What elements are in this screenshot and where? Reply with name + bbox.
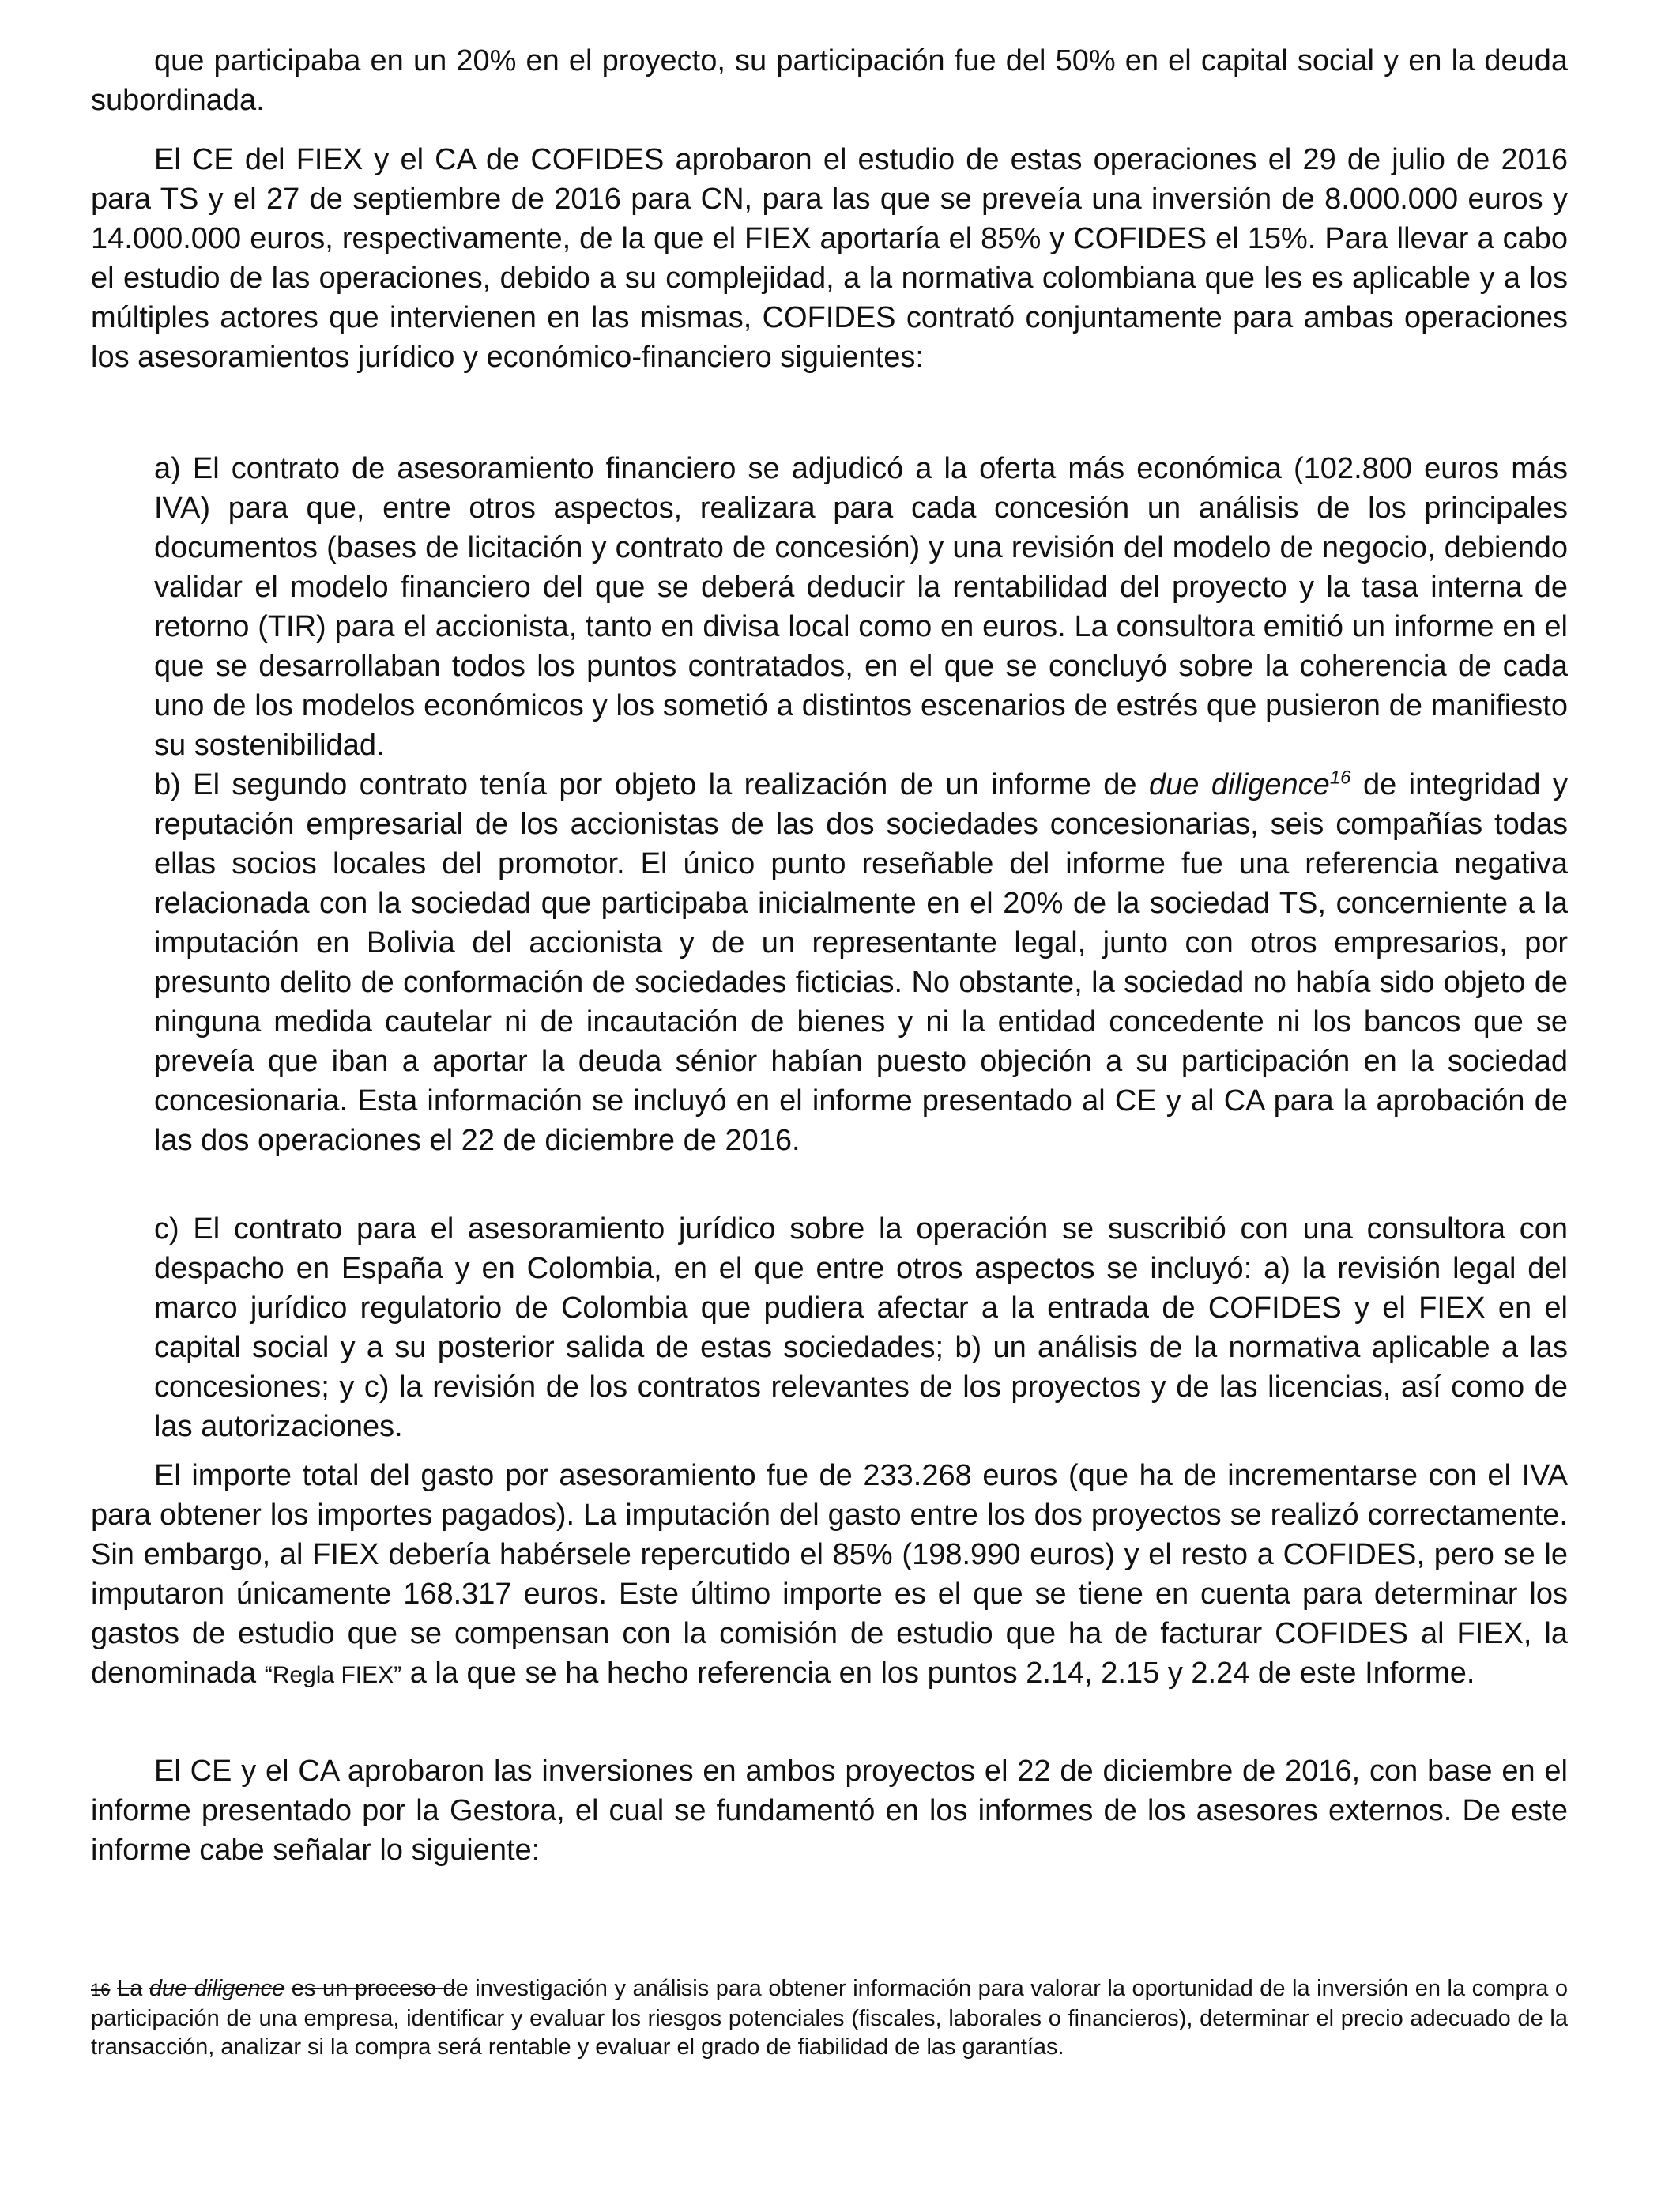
paragraph-advisory-costs: El importe total del gasto por asesoramiento fue de 233.268 euros (que ha de incrementarse con el IVA para obtener los importes pagados). La imputación del gasto entre los dos proyectos se realizó correctamente. Sin embargo, al FIEX debería habérsele repercutido el 85% (198.990 euros) y el resto a COFIDES, pero se le imputaron únicamente 168.317 euros. Este último importe es el que se tiene en cuenta para determinar los gastos de estudio que se compensan con la comisión de estudio que ha de facturar COFIDES al FIEX, la denominada “Regla FIEX” a la que se ha hecho referencia en los puntos 2.14, 2.15 y 2.24 de este Informe.: [91, 1459, 1568, 1690]
due-diligence-term: due diligence: [1148, 768, 1330, 801]
footnote-number: 16: [91, 1980, 111, 2000]
footnote-16: 16 La due diligence es un proceso de investigación y análisis para obtener información para valorar la oportunidad de la inversión en la compra o participación de una empresa, identificar y evaluar los riesgos potenciales (fiscales, laborales o financieros), determinar el precio adecuado de la transacción, analizar si la compra será rentable y evaluar el grado de fiabilidad de las garantías.: [91, 1976, 1569, 2060]
paragraph-study-approval: El CE del FIEX y el CA de COFIDES aprobaron el estudio de estas operaciones el 29 de julio de 2016 para TS y el 27 de septiembre de 2016 para CN, para las que se preveía una inversión de 8.000.000 euros y 14.000.000 euros, respectivamente, de la que el FIEX aportaría el 85% y COFIDES el 15%. Para llevar a cabo el estudio de las operaciones, debido a su complejidad, a la normativa colombiana que les es aplicable y a los múltiples actores que intervienen en las mismas, COFIDES contrató conjuntamente para ambas operaciones los asesoramientos jurídico y económico-financiero siguientes:: [91, 143, 1568, 374]
footnote-reference: 16: [1329, 767, 1351, 789]
list-item-b-due-diligence: b) El segundo contrato tenía por objeto la realización de un informe de due diligence$^{16}$ de integridad y reputación empresarial de los accionistas de las dos sociedades concesionarias, seis compañías todas ellas socios locales del promotor. El único punto reseñable del informe fue una referencia negativa relacionada con la sociedad que participaba inicialmente en el 20% de la sociedad TS, concerniente a la imputación en Bolivia del accionista y de un representante legal, junto con otros empresarios, por presunto delito de conformación de sociedades ficticias. No obstante, la sociedad no había sido objeto de ninguna medida cautelar ni de incautación de bienes y ni la entidad concedente ni los bancos que se preveía que iban a aportar la deuda sénior habían puesto objeción a su participación en la sociedad concesionaria. Esta información se incluyó en el informe presentado al CE y al CA para la aprobación de las dos operaciones el 22 de diciembre de 2016.: [154, 767, 1568, 1157]
list-item-a-financial-advisory: a) El contrato de asesoramiento financiero se adjudicó a la oferta más económica (102.800 euros más IVA) para que, entre otros aspectos, realizara para cada concesión un análisis de los principales documentos (bases de licitación y contrato de concesión) y una revisión del modelo de negocio, debiendo validar el modelo financiero del que se deberá deducir la rentabilidad del proyecto y la tasa interna de retorno (TIR) para el accionista, tanto en divisa local como en euros. La consultora emitió un informe en el que se desarrollaban todos los puntos contratados, en el que se concluyó sobre la coherencia de cada uno de los modelos económicos y los sometió a distintos escenarios de estrés que pusieron de manifiesto su sostenibilidad.: [154, 452, 1568, 762]
list-item-c-legal-advisory: c) El contrato para el asesoramiento jurídico sobre la operación se suscribió con una consultora con despacho en España y en Colombia, en el que entre otros aspectos se incluyó: a) la revisión legal del marco jurídico regulatorio de Colombia que pudiera afectar a la entrada de COFIDES y el FIEX en el capital social y a su posterior salida de estas sociedades; b) un análisis de la normativa aplicable a las concesiones; y c) la revisión de los contratos relevantes de los proyectos y de las licencias, así como de las autorizaciones.: [154, 1212, 1568, 1443]
paragraph-continuation: que participaba en un 20% en el proyecto, su participación fue del 50% en el capital social y en la deuda subordinada.: [91, 44, 1568, 117]
regla-fiex-quote: “Regla FIEX”: [264, 1662, 402, 1688]
paragraph-investment-approval: El CE y el CA aprobaron las inversiones en ambos proyectos el 22 de diciembre de 2016, con base en el informe presentado por la Gestora, el cual se fundamentó en los informes de los asesores externos. De este informe cabe señalar lo siguiente:: [91, 1755, 1568, 1867]
